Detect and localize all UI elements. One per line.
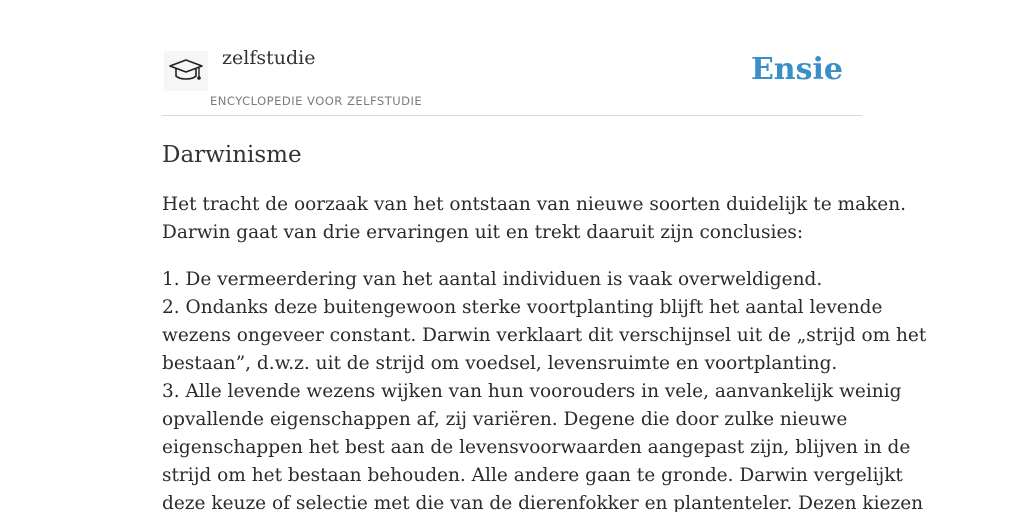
text-line: wezens ongeveer constant. Darwin verklaart dit verschijnsel uit de „strijd om het bbox=[162, 325, 927, 346]
article-body bbox=[162, 266, 927, 512]
site-header bbox=[162, 40, 862, 116]
site-tagline: ENCYCLOPEDIE VOOR ZELFSTUDIE bbox=[210, 94, 423, 108]
text-line: 3. Alle levende wezens wijken van hun voorouders in vele, aanvankelijk weinig bbox=[162, 381, 902, 402]
article-title: Darwinisme bbox=[162, 142, 302, 168]
text-line: eigenschappen het best aan de levensvoorwaarden aangepast zijn, blijven in de bbox=[162, 437, 911, 458]
article bbox=[162, 136, 927, 512]
text-line: Darwin gaat van drie ervaringen uit en trekt daaruit zijn conclusies: bbox=[162, 222, 804, 243]
article-intro bbox=[162, 191, 907, 247]
text-line: Het tracht de oorzaak van het ontstaan van nieuwe soorten duidelijk te maken. bbox=[162, 194, 907, 215]
text-line: 2. Ondanks deze buitengewoon sterke voortplanting blijft het aantal levende bbox=[162, 297, 883, 318]
text-line: strijd om het bestaan behouden. Alle andere gaan te gronde. Darwin vergelijkt bbox=[162, 465, 903, 486]
site-logo[interactable] bbox=[164, 51, 208, 91]
brand-logo-ensie[interactable]: Ensie bbox=[750, 52, 843, 87]
site-name[interactable]: zelfstudie bbox=[222, 47, 316, 69]
text-line: opvallende eigenschappen af, zij variëren. Degene die door zulke nieuwe bbox=[162, 409, 848, 430]
text-line: deze keuze of selectie met die van de dierenfokker en plantenteler. Dezen kiezen bbox=[162, 493, 924, 512]
text-line: bestaan”, d.w.z. uit de strijd om voedsel, levensruimte en voortplanting. bbox=[162, 353, 838, 374]
text-line: 1. De vermeerdering van het aantal individuen is vaak overweldigend. bbox=[162, 269, 823, 290]
